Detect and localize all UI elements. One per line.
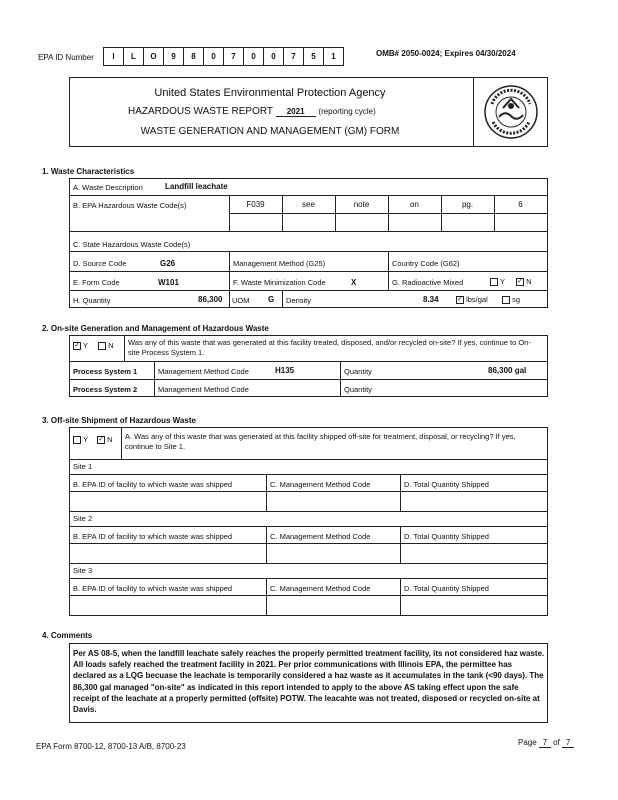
site-quantity-label: D. Total Quantity Shipped (404, 532, 489, 541)
site-divider (70, 474, 547, 475)
epa-seal-icon (483, 84, 539, 140)
site-method-label: C. Management Method Code (270, 480, 371, 489)
section2-heading: 2. On-site Generation and Management of Hazardous Waste (42, 324, 269, 333)
waste-minimization-value[interactable]: X (351, 278, 357, 287)
hazardous-code-cell[interactable]: note (353, 200, 370, 209)
section1-table (69, 178, 548, 308)
form-name: WASTE GENERATION AND MANAGEMENT (GM) FORM (140, 126, 400, 137)
site-epa-id-label: B. EPA ID of facility to which waste was shipped (73, 532, 233, 541)
ps1-quantity-label: Quantity (344, 367, 372, 376)
site-divider (70, 543, 547, 544)
epa-id-char: 5 (303, 47, 324, 66)
epa-id-char: 0 (243, 47, 264, 66)
ps1-quantity-value[interactable]: 86,300 gal (488, 366, 527, 375)
form-code-value[interactable]: W101 (158, 278, 179, 287)
ps2-quantity-label: Quantity (344, 385, 372, 394)
sg-option[interactable]: sg (502, 295, 520, 304)
offsite-question: A. Was any of this waste that was generated at this facility shipped off-site for treatment, disposal, or recycling? If yes, continue to Site 1. (125, 432, 516, 451)
epa-id-char: 7 (283, 47, 304, 66)
waste-description-label: A. Waste Description (73, 183, 143, 192)
epa-id-char: L (123, 47, 144, 66)
density-value[interactable]: 8.34 (423, 295, 439, 304)
site-epa-id-label: B. EPA ID of facility to which waste was shipped (73, 584, 233, 593)
title-block (69, 77, 548, 147)
form-code-label: E. Form Code (73, 278, 120, 287)
report-title (128, 106, 376, 117)
epa-id-label: EPA ID Number (38, 53, 94, 62)
epa-id-char: 7 (223, 47, 244, 66)
radioactive-mixed-label: G. Radioactive Mixed (392, 278, 464, 287)
management-method-label: Management Method (G25) (233, 259, 326, 268)
site-label: Site 2 (73, 514, 93, 523)
hazardous-code-cell[interactable]: F039 (246, 200, 265, 209)
ps2-method-label: Management Method Code (158, 385, 249, 394)
process-system-1-label: Process System 1 (73, 367, 138, 376)
epa-id-char: 1 (323, 47, 344, 66)
ps1-method-value[interactable]: H135 (275, 366, 295, 375)
site-col-line (400, 526, 401, 563)
site-method-label: C. Management Method Code (270, 532, 371, 541)
site-divider (70, 511, 547, 512)
uom-label: UOM (232, 296, 250, 305)
radioactive-no[interactable]: ✓ N (517, 277, 532, 286)
onsite-no[interactable]: N (98, 341, 114, 350)
report-prefix: HAZARDOUS WASTE REPORT (128, 106, 273, 117)
epa-id-char: O (143, 47, 164, 66)
lbs-gal-option[interactable]: ✓ lbs/gal (457, 295, 488, 304)
section3-table (69, 427, 548, 616)
agency-name: United States Environmental Protection Agency (154, 87, 386, 99)
epa-id-char: I (103, 47, 124, 66)
section4-heading: 4. Comments (42, 631, 93, 640)
hazardous-code-cell[interactable]: 6 (518, 200, 523, 209)
site-divider (70, 491, 547, 492)
site-col-line (400, 578, 401, 615)
report-suffix: (reporting cycle) (318, 107, 376, 116)
hazardous-code-label: B. EPA Hazardous Waste Code(s) (73, 201, 187, 210)
section2-table (69, 335, 548, 397)
omb-number: OMB# 2050-0024; Expires 04/30/2024 (376, 49, 516, 58)
country-code-label: Country Code (G62) (392, 259, 460, 268)
hazardous-code-cell[interactable]: on (410, 200, 419, 209)
site-label: Site 3 (73, 566, 93, 575)
site-quantity-label: D. Total Quantity Shipped (404, 584, 489, 593)
epa-id-char: 0 (263, 47, 284, 66)
ps1-method-label: Management Method Code (158, 367, 249, 376)
site-method-label: C. Management Method Code (270, 584, 371, 593)
process-system-2-label: Process System 2 (73, 385, 138, 394)
site-divider (70, 578, 547, 579)
site-divider (70, 526, 547, 527)
waste-description-value[interactable]: Landfill leachate (165, 182, 228, 191)
site-label: Site 1 (73, 462, 93, 471)
quantity-label: H. Quantity (73, 296, 111, 305)
site-col-line (266, 474, 267, 511)
site-divider (70, 563, 547, 564)
page-indicator (518, 738, 574, 748)
quantity-value[interactable]: 86,300 (198, 295, 223, 304)
comments-text: Per AS 08-5, when the landfill leachate safely reaches the properly permitted treatment facility, its not considered haz waste. All loads safely reached the treatment facility in 2021. Per prior communications with Illinois EPA, the permittee has declared as a LQG becuase the leachate is temporarily considered a haz waste as it accumulates in the tank (<90 days). The 86,300 gal managed "on-site" as indicated in this report intended to apply to the above AS taking effect upon the safe receipt of the leachate at a properly permitted (offsite) POTW. The leacahte was not treated, disposed or recycled on-site at Davis. (73, 649, 545, 715)
site-quantity-label: D. Total Quantity Shipped (404, 480, 489, 489)
epa-id-char: 0 (203, 47, 224, 66)
site-col-line (266, 526, 267, 563)
source-code-value[interactable]: G26 (160, 259, 176, 268)
offsite-no[interactable]: ✓ N (98, 435, 113, 444)
source-code-label: D. Source Code (73, 259, 127, 268)
section3-heading: 3. Off-site Shipment of Hazardous Waste (42, 416, 196, 425)
site-divider (70, 595, 547, 596)
offsite-yes[interactable]: Y (73, 435, 88, 444)
density-label: Density (286, 296, 312, 305)
uom-value[interactable]: G (268, 295, 275, 304)
waste-minimization-label: F. Waste Minimization Code (233, 278, 326, 287)
onsite-yes[interactable]: ✓ Y (74, 341, 88, 350)
page-number: 7 (539, 738, 551, 748)
epa-id-char: 9 (163, 47, 184, 66)
form-numbers: EPA Form 8700-12, 8700-13 A/B, 8700-23 (36, 742, 186, 751)
hazardous-code-cell[interactable]: see (302, 200, 315, 209)
section1-heading: 1. Waste Characteristics (42, 167, 135, 176)
state-code-label: C. State Hazardous Waste Code(s) (73, 240, 191, 249)
hazardous-code-cell[interactable]: pg. (461, 200, 474, 209)
site-epa-id-label: B. EPA ID of facility to which waste was shipped (73, 480, 233, 489)
radioactive-yes[interactable]: Y (490, 277, 505, 286)
epa-id-char: 8 (183, 47, 204, 66)
page-label: Page (518, 738, 537, 747)
page-total: 7 (562, 738, 574, 748)
onsite-question: Was any of this waste that was generated at this facility treated, disposed, and/or recycled on-site? If yes, continue to On-site Process System 1. (128, 338, 531, 357)
comments-box[interactable] (69, 643, 548, 723)
site-col-line (400, 474, 401, 511)
site-col-line (266, 578, 267, 615)
report-year: 2021 (276, 107, 316, 117)
of-label: of (553, 738, 560, 747)
